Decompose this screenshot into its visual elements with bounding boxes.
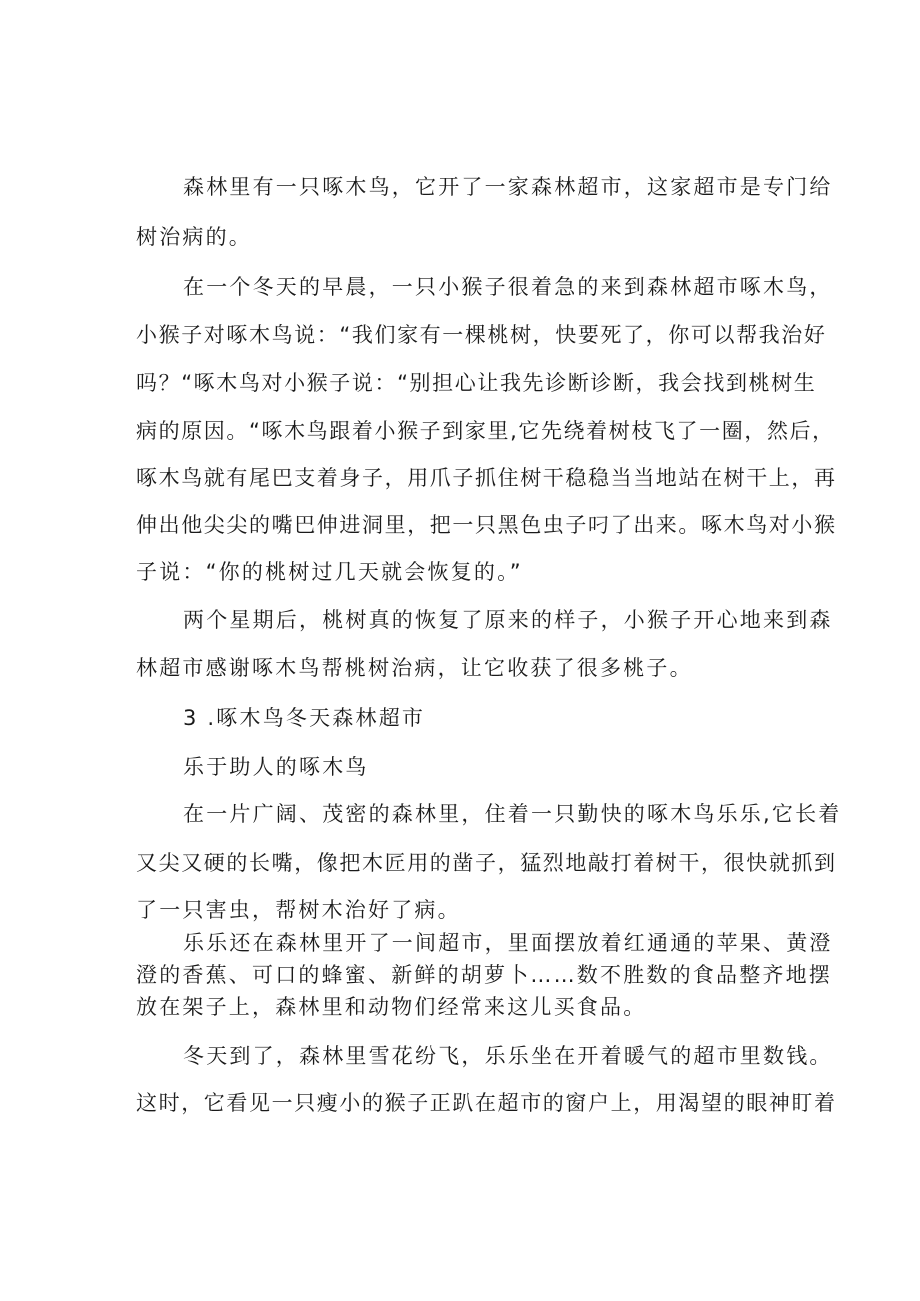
text-line: 澄的香蕉、可口的蜂蜜、新鲜的胡萝卜……数不胜数的食品整齐地摆 <box>136 963 832 987</box>
text-line: 两个星期后，桃树真的恢复了原来的样子，小猴子开心地来到森 <box>183 608 833 632</box>
text-line: 小猴子对啄木鸟说：“我们家有一棵桃树，快要死了，你可以帮我治好 <box>136 323 827 347</box>
text-line: 林超市感谢啄木鸟帮桃树治病，让它收获了很多桃子。 <box>136 656 693 680</box>
text-line: 子说：“你的桃树过几天就会恢复的。” <box>136 560 523 584</box>
story-title: 乐于助人的啄木鸟 <box>183 755 369 779</box>
text-line: 了一只害虫，帮树木治好了病。 <box>136 898 461 922</box>
text-line: 病的原因。“啄木鸟跟着小猴子到家里,它先绕着树枝飞了一圈，然后， <box>136 419 835 443</box>
text-line: 啄木鸟就有尾巴支着身子，用爪子抓住树干稳稳当当地站在树干上，再 <box>136 466 837 490</box>
text-line: 吗？“啄木鸟对小猴子说：“别担心让我先诊断诊断，我会找到桃树生 <box>136 371 817 395</box>
text-line: 这时，它看见一只瘦小的猴子正趴在超市的窗户上，用渴望的眼神盯着 <box>136 1091 837 1115</box>
text-line: 又尖又硬的长嘴，像把木匠用的凿子，猛烈地敲打着树干，很快就抓到 <box>136 851 837 875</box>
section-heading: 3 .啄木鸟冬天森林超市 <box>183 706 426 730</box>
text-line: 在一个冬天的早晨，一只小猴子很着急的来到森林超市啄木鸟， <box>183 275 833 299</box>
text-line: 放在架子上，森林里和动物们经常来这儿买食品。 <box>136 995 647 1019</box>
text-line: 冬天到了，森林里雪花纷飞，乐乐坐在开着暖气的超市里数钱。 <box>183 1044 833 1068</box>
text-line: 伸出他尖尖的嘴巴伸进洞里，把一只黑色虫子叼了出来。啄木鸟对小猴 <box>136 513 837 537</box>
text-line: 森林里有一只啄木鸟，它开了一家森林超市，这家超市是专门给 <box>183 175 833 199</box>
text-line: 乐乐还在森林里开了一间超市，里面摆放着红通通的苹果、黄澄 <box>183 931 833 955</box>
text-line: 在一片广阔、茂密的森林里，住着一只勤快的啄木鸟乐乐,它长着 <box>183 802 842 826</box>
text-line: 树治病的。 <box>136 225 252 249</box>
